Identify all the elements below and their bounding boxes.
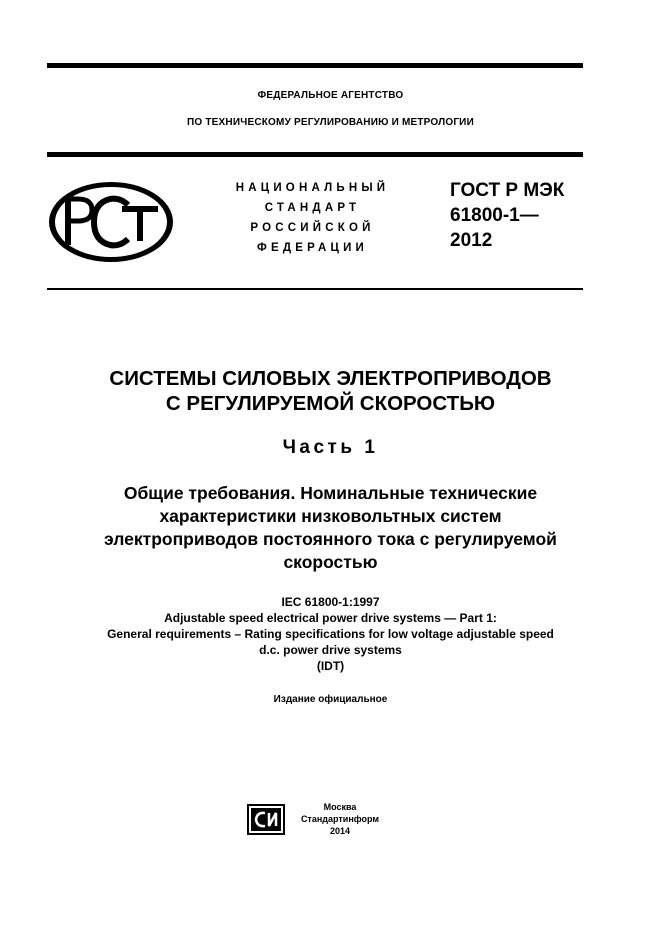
divider-rule [47, 288, 583, 290]
iec-line: General requirements – Rating specifications for low voltage adjustable speed [107, 627, 554, 641]
publisher-name: Стандартинформ [300, 814, 380, 824]
iec-line: d.c. power drive systems [259, 643, 402, 657]
designation-line: 2012 [450, 230, 493, 251]
iec-line: Adjustable speed electrical power drive systems — Part 1: [164, 611, 497, 625]
standard-type [205, 178, 420, 258]
subtitle-line: характеристики низковольтных систем [159, 506, 502, 526]
designation-line: ГОСТ Р МЭК [450, 180, 565, 201]
publisher-city: Москва [323, 802, 357, 812]
agency-line-1: ФЕДЕРАЛЬНОЕ АГЕНТСТВО [257, 90, 404, 101]
document-subtitle [0, 482, 661, 574]
standard-type-line: ФЕДЕРАЦИИ [256, 242, 369, 254]
document-title [0, 366, 661, 416]
top-rule [47, 63, 583, 68]
title-line: СИСТЕМЫ СИЛОВЫХ ЭЛЕКТРОПРИВОДОВ [109, 367, 552, 390]
designation-line: 61800-1— [450, 205, 539, 226]
title-line: С РЕГУЛИРУЕМОЙ СКОРОСТЬЮ [165, 392, 496, 415]
standard-type-line: РОССИЙСКОЙ [250, 222, 375, 234]
publisher-logo-icon [247, 804, 285, 835]
part-label: Часть 1 [282, 437, 379, 458]
subtitle-line: скоростью [283, 552, 378, 572]
standard-designation [450, 178, 564, 253]
subtitle-line: Общие требования. Номинальные технические [123, 483, 538, 503]
rst-logo-icon [46, 179, 176, 265]
iec-line: (IDT) [316, 659, 345, 673]
header-rule [47, 152, 583, 157]
publisher-info [296, 801, 384, 837]
publisher-year: 2014 [329, 826, 351, 836]
edition-label: Издание официальное [273, 694, 388, 705]
iec-reference [0, 594, 661, 674]
standard-type-line: СТАНДАРТ [264, 202, 361, 214]
agency-line-2: ПО ТЕХНИЧЕСКОМУ РЕГУЛИРОВАНИЮ И МЕТРОЛОГИИ [187, 117, 474, 128]
subtitle-line: электроприводов постоянного тока с регулируемой [104, 529, 557, 549]
standard-type-line: НАЦИОНАЛЬНЫЙ [235, 182, 390, 194]
iec-line: IEC 61800-1:1997 [281, 595, 380, 609]
